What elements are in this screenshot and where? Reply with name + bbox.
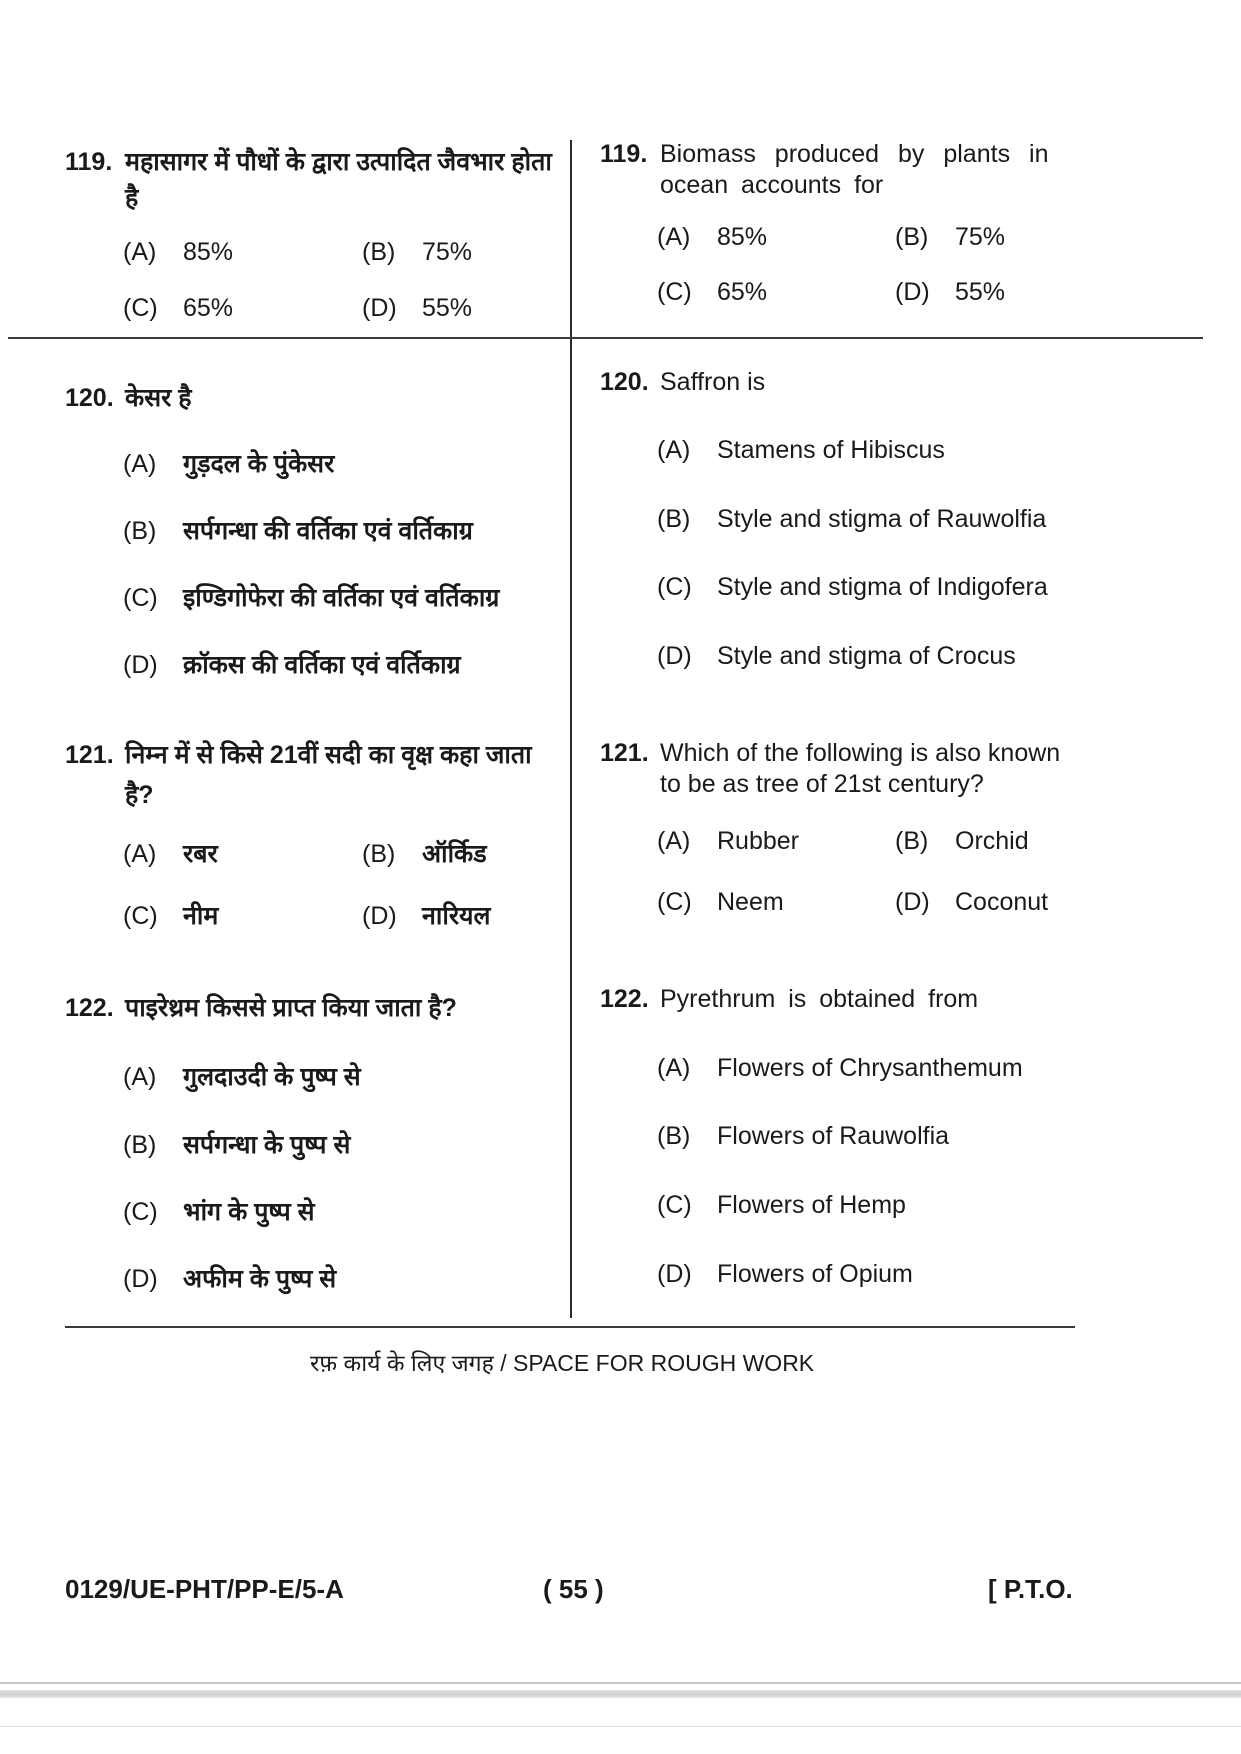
question-text-line1: पाइरेथ्रम किससे प्राप्त किया जाता है? xyxy=(125,994,457,1022)
question-text-line1: महासागर में पौधों के द्वारा उत्पादित जैवभार होता xyxy=(125,148,552,176)
question-number: 120. xyxy=(65,384,114,412)
question-text-line1: Pyrethrum is obtained from xyxy=(660,985,979,1013)
question-text-line2: to be as tree of 21st century? xyxy=(660,770,984,798)
question-number: 121. xyxy=(600,739,649,767)
question-number: 119. xyxy=(65,148,113,176)
question-number: 119. xyxy=(600,140,648,168)
question-text-line2: ocean accounts for xyxy=(660,171,884,199)
question-text-line1: केसर है xyxy=(125,384,192,412)
question-text-line1: निम्न में से किसे 21वीं सदी का वृक्ष कहा जाता xyxy=(125,741,532,769)
question-text-line1: Saffron is xyxy=(660,368,766,396)
page-number: ( 55 ) xyxy=(543,1574,604,1604)
question-text-line1: Biomass produced by plants in xyxy=(660,140,1049,168)
column-divider xyxy=(570,140,572,1318)
question-number: 122. xyxy=(65,994,114,1022)
question-text-line2: है? xyxy=(125,781,154,809)
rough-work-label: रफ़ कार्य के लिए जगह / SPACE FOR ROUGH WORK xyxy=(310,1350,815,1376)
question-number: 121. xyxy=(65,741,114,769)
exam-page: 119. महासागर में पौधों के द्वारा उत्पादित जैवभार होता है (A) 85% (B) 75% (C) 65% (D) 55% 119. Biomass produced by plants in ocean accounts for (A) 85% (B) 75% (C) 65% (D) 55% 120. केसर है (A) गुड़दल के पुंकेसर (B) सर्पगन्धा की वर्तिका एवं वर्तिकाग्र (C) इण्डिगोफेरा की वर्तिका एवं वर्तिकाग्र (D) क्रॉकस की वर्तिका एवं वर्तिकाग्र 120. Saffron is (A) Stamens of Hibiscus (B) Style and stigma of Rauwolfia (C) Style and stigma of Indigofera (D) Style and stigma of Crocus 121. निम्न में से किसे 21वीं सदी का वृक्ष कहा जाता है? (A) रबर (B) ऑर्किड (C) नीम (D) नारियल 121. Which of the following is also known to be as tree of 21st century? (A) Rubber (B) Orchid (C) Neem (D) Coconut 122. पाइरेथ्रम किससे प्राप्त किया जाता है? (A) गुलदाउदी के पुष्प से (B) सर्पगन्धा के पुष्प से (C) भांग के पुष्प से (D) अफीम के पुष्प से 122. Pyrethrum is obtained from (A) Flowers of Chrysanthemum (B) Flowers of Rauwolfia (C) Flowers of Hemp (D) Flowers of Opium रफ़ कार्य के लिए जगह / SPACE FOR ROUGH WORK 0129/UE-PHT/PP-E/5-A ( 55 ) [ P.T.O. xyxy=(0,0,1241,1754)
scan-edge-band xyxy=(0,1682,1241,1684)
question-number: 120. xyxy=(600,368,649,396)
bottom-rule xyxy=(65,1326,1075,1328)
row-divider-119 xyxy=(8,337,1203,339)
pto-label: [ P.T.O. xyxy=(988,1574,1073,1604)
scan-edge-band-3 xyxy=(0,1726,1241,1727)
question-number: 122. xyxy=(600,985,649,1013)
paper-code: 0129/UE-PHT/PP-E/5-A xyxy=(65,1574,344,1604)
scan-edge-band-2 xyxy=(0,1690,1241,1698)
question-text-line1: Which of the following is also known xyxy=(660,739,1061,767)
question-text-line2: है xyxy=(125,184,139,212)
